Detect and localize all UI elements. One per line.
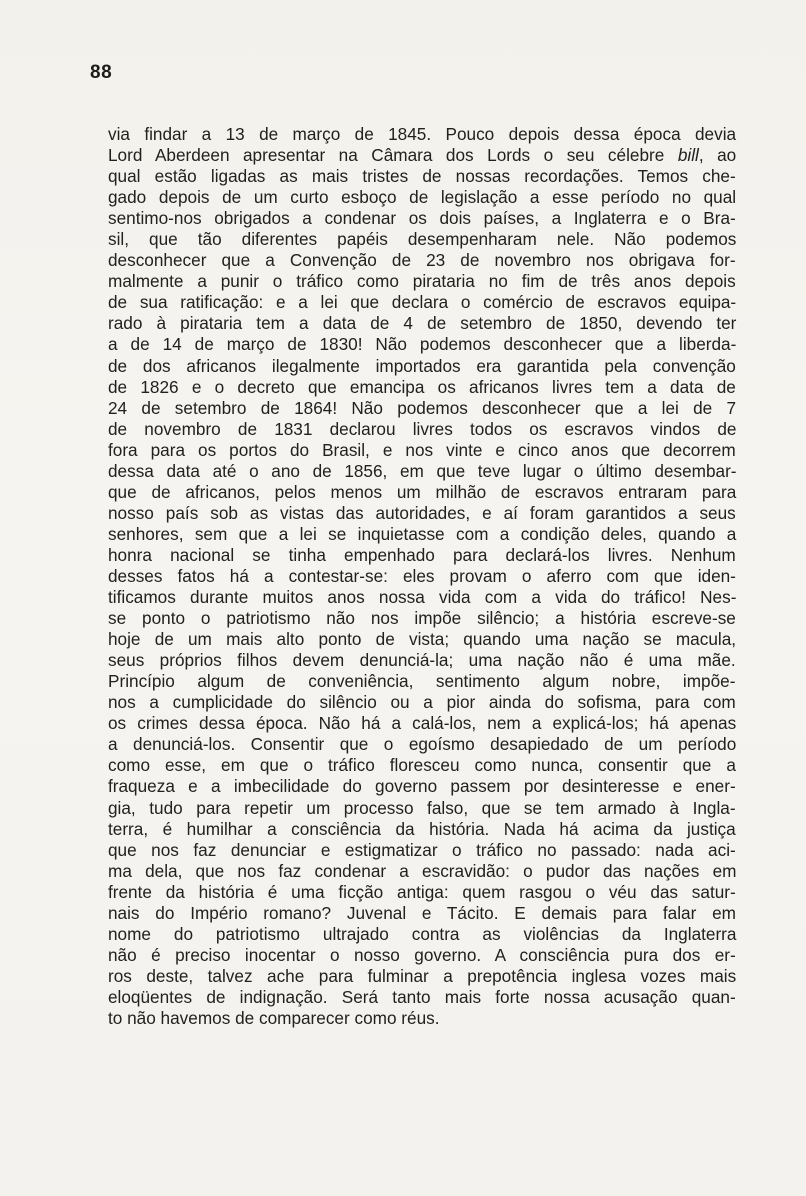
text-line: terra, é humilhar a consciência da história. Nada há acima da justiça xyxy=(108,818,736,839)
text-line: gado depois de um curto esboço de legislação a esse período no qual xyxy=(108,187,737,208)
text-line: eloqüentes de indignação. Será tanto mais forte nossa acusação quan- xyxy=(108,986,736,1007)
text-line: via findar a 13 de março de 1845. Pouco depois dessa época devia xyxy=(108,124,737,144)
text-line: que nos faz denunciar e estigmatizar o tráfico no passado: nada aci- xyxy=(108,839,736,860)
text-line: como esse, em que o tráfico floresceu como nunca, consentir que a xyxy=(108,755,736,776)
text-line: Princípio algum de conveniência, sentimento algum nobre, impõe- xyxy=(108,671,736,692)
text-line: fora para os portos do Brasil, e nos vinte e cinco anos que decorrem xyxy=(108,439,736,460)
text-line: 24 de setembro de 1864! Não podemos desconhecer que a lei de 7 xyxy=(108,397,737,418)
text-line: desconhecer que a Convenção de 23 de novembro nos obrigava for- xyxy=(108,250,736,271)
text-line: dessa data até o ano de 1856, em que teve lugar o último desembar- xyxy=(108,460,737,481)
text-line: fraqueza e a imbecilidade do governo passem por desinteresse e ener- xyxy=(108,776,736,797)
text-line: nos a cumplicidade do silêncio ou a pior ainda do sofisma, para com xyxy=(108,692,736,713)
text-line: se ponto o patriotismo não nos impõe silêncio; a história escreve-se xyxy=(108,608,736,629)
text-line: os crimes dessa época. Não há a calá-los, nem a explicá-los; há apenas xyxy=(108,713,737,734)
text-line: rado à pirataria tem a data de 4 de setembro de 1850, devendo ter xyxy=(108,313,737,334)
text-line: gia, tudo para repetir um processo falso, que se tem armado à Ingla- xyxy=(108,797,736,818)
text-line: a denunciá-los. Consentir que o egoísmo desapiedado de um período xyxy=(108,734,737,755)
text-line: ros deste, talvez ache para fulminar a prepotência inglesa vozes mais xyxy=(108,965,737,986)
text-line: to não havemos de comparecer como réus. xyxy=(108,1007,440,1028)
text-line: de novembro de 1831 declarou livres todos os escravos vindos de xyxy=(108,418,737,439)
text-line: que de africanos, pelos menos um milhão de escravos entraram para xyxy=(108,481,737,502)
text-line: malmente a punir o tráfico como pirataria no fim de três anos depois xyxy=(108,271,736,292)
text-line: de sua ratificação: e a lei que declara o comércio de escravos equipa- xyxy=(108,292,737,313)
text-line: hoje de um mais alto ponto de vista; quando uma nação se macula, xyxy=(108,629,737,650)
text-line: nosso país sob as vistas das autoridades, e aí foram garantidos a seus xyxy=(108,502,736,523)
text-line: Lord Aberdeen apresentar na Câmara dos Lords o seu célebre bill, ao xyxy=(108,145,737,166)
text-line: desses fatos há a contestar-se: eles provam o aferro com que iden- xyxy=(108,565,736,586)
text-line: sentimo-nos obrigados a condenar os dois países, a Inglaterra e o Bra- xyxy=(108,208,736,229)
text-line: não é preciso inocentar o nosso governo. A consciência pura dos er- xyxy=(108,944,736,965)
text-line: sil, que tão diferentes papéis desempenharam nele. Não podemos xyxy=(108,229,737,250)
text-line: de 1826 e o decreto que emancipa os africanos livres tem a data de xyxy=(108,376,736,397)
body-paragraph xyxy=(108,124,736,1029)
text-line: a de 14 de março de 1830! Não podemos desconhecer que a liberda- xyxy=(108,334,737,355)
text-line: qual estão ligadas as mais tristes de nossas recordações. Temos che- xyxy=(108,166,736,187)
text-line: honra nacional se tinha empenhado para declará-los livres. Nenhum xyxy=(108,544,736,565)
text-line: senhores, sem que a lei se inquietasse com a condição deles, quando a xyxy=(108,523,737,544)
text-line: tificamos durante muitos anos nossa vida com a vida do tráfico! Nes- xyxy=(108,587,737,608)
text-line: nome do patriotismo ultrajado contra as violências da Inglaterra xyxy=(108,923,737,944)
text-line: ma dela, que nos faz condenar a escravidão: o pudor das nações em xyxy=(108,860,737,881)
text-line: frente da história é uma ficção antiga: quem rasgou o véu das satur- xyxy=(108,881,736,902)
text-line: seus próprios filhos devem denunciá-la; uma nação não é uma mãe. xyxy=(108,650,736,671)
text-line: de dos africanos ilegalmente importados era garantida pela convenção xyxy=(108,355,736,376)
text-line: nais do Império romano? Juvenal e Tácito. E demais para falar em xyxy=(108,902,736,923)
page-number: 88 xyxy=(90,62,113,83)
